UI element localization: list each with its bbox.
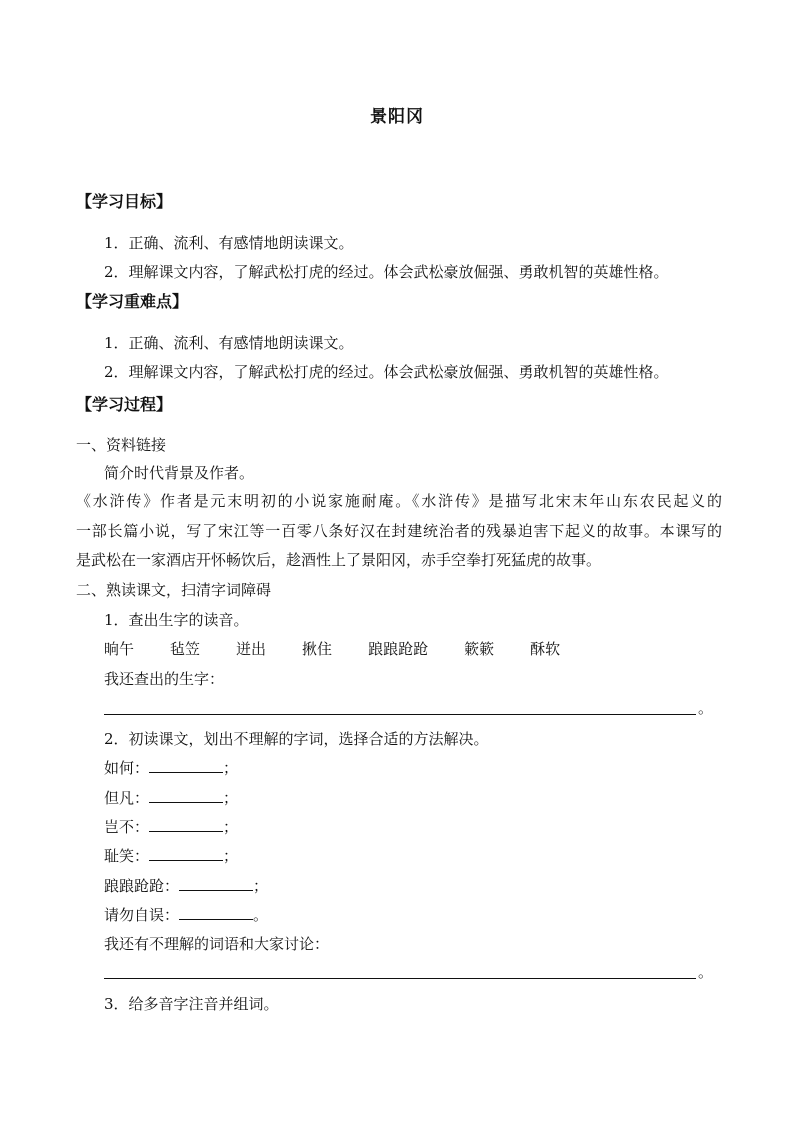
key-point-item-1: 1．正确、流利、有感情地朗读课文。	[104, 334, 354, 352]
word-label: 但凡：	[104, 789, 150, 807]
answer-blank	[179, 876, 253, 891]
answer-blank	[179, 905, 253, 920]
word-blank-row	[104, 817, 238, 837]
word-label: 如何：	[104, 759, 150, 777]
question-2: 2．初读课文，划出不理解的字词，选择合适的方法解决。	[104, 730, 489, 748]
section-heading-process: 【学习过程】	[76, 395, 173, 414]
vocab-word: 揪住	[302, 640, 333, 658]
word-blank-row	[104, 758, 238, 778]
end-mark: 。	[698, 699, 714, 717]
answer-line	[104, 978, 696, 979]
vocab-word: 晌午	[104, 640, 135, 658]
goal-item-1: 1．正确、流利、有感情地朗读课文。	[104, 234, 354, 252]
vocab-word: 迸出	[236, 640, 267, 658]
section-heading-key-points: 【学习重难点】	[76, 292, 189, 311]
vocab-word: 簌簌	[464, 640, 495, 658]
question-2-more-label: 我还有不理解的词语和大家讨论：	[104, 935, 330, 953]
answer-blank	[149, 846, 223, 861]
question-3: 3．给多音字注音并组词。	[104, 995, 279, 1013]
word-label: 耻笑：	[104, 847, 150, 865]
word-end: ；	[223, 789, 239, 807]
vocab-word: 踉踉跄跄	[368, 640, 429, 658]
part1-paragraph-line-3: 是武松在一家酒店开怀畅饮后，趁酒性上了景阳冈，赤手空拳打死猛虎的故事。	[76, 551, 602, 569]
answer-line	[104, 714, 696, 715]
part1-paragraph-line-1: 《水浒传》作者是元末明初的小说家施耐庵。《水浒传》是描写北宋末年山东农民起义的	[76, 492, 722, 510]
question-1-more-label: 我还查出的生字：	[104, 670, 225, 688]
vocab-list	[104, 639, 596, 659]
answer-blank	[149, 758, 223, 773]
vocab-word: 酥软	[530, 640, 561, 658]
page-title: 景阳冈	[370, 107, 424, 127]
word-end: ；	[223, 818, 239, 836]
word-label: 请勿自误：	[104, 906, 180, 924]
answer-blank	[149, 788, 223, 803]
vocab-word: 毡笠	[170, 640, 201, 658]
part1-paragraph-line-2: 一部长篇小说，写了宋江等一百零八条好汉在封建统治者的残暴迫害下起义的故事。本课写的	[76, 522, 722, 540]
word-blank-row	[104, 846, 238, 866]
word-blank-row	[104, 905, 268, 925]
word-end: ；	[253, 877, 269, 895]
section-heading-goals: 【学习目标】	[76, 192, 173, 211]
part1-title: 一、资料链接	[76, 436, 167, 454]
answer-blank	[149, 817, 223, 832]
part1-intro: 简介时代背景及作者。	[104, 464, 255, 482]
question-1: 1．查出生字的读音。	[104, 611, 249, 629]
part2-title: 二、熟读课文，扫清字词障碍	[76, 581, 272, 599]
end-mark: 。	[698, 963, 714, 981]
word-label: 踉踉跄跄：	[104, 877, 180, 895]
word-end: 。	[253, 906, 269, 924]
goal-item-2: 2．理解课文内容，了解武松打虎的经过。体会武松豪放倔强、勇敢机智的英雄性格。	[104, 263, 669, 281]
word-blank-row	[104, 876, 268, 896]
word-blank-row	[104, 788, 238, 808]
word-label: 岂不：	[104, 818, 150, 836]
key-point-item-2: 2．理解课文内容，了解武松打虎的经过。体会武松豪放倔强、勇敢机智的英雄性格。	[104, 363, 669, 381]
word-end: ；	[223, 847, 239, 865]
word-end: ；	[223, 759, 239, 777]
